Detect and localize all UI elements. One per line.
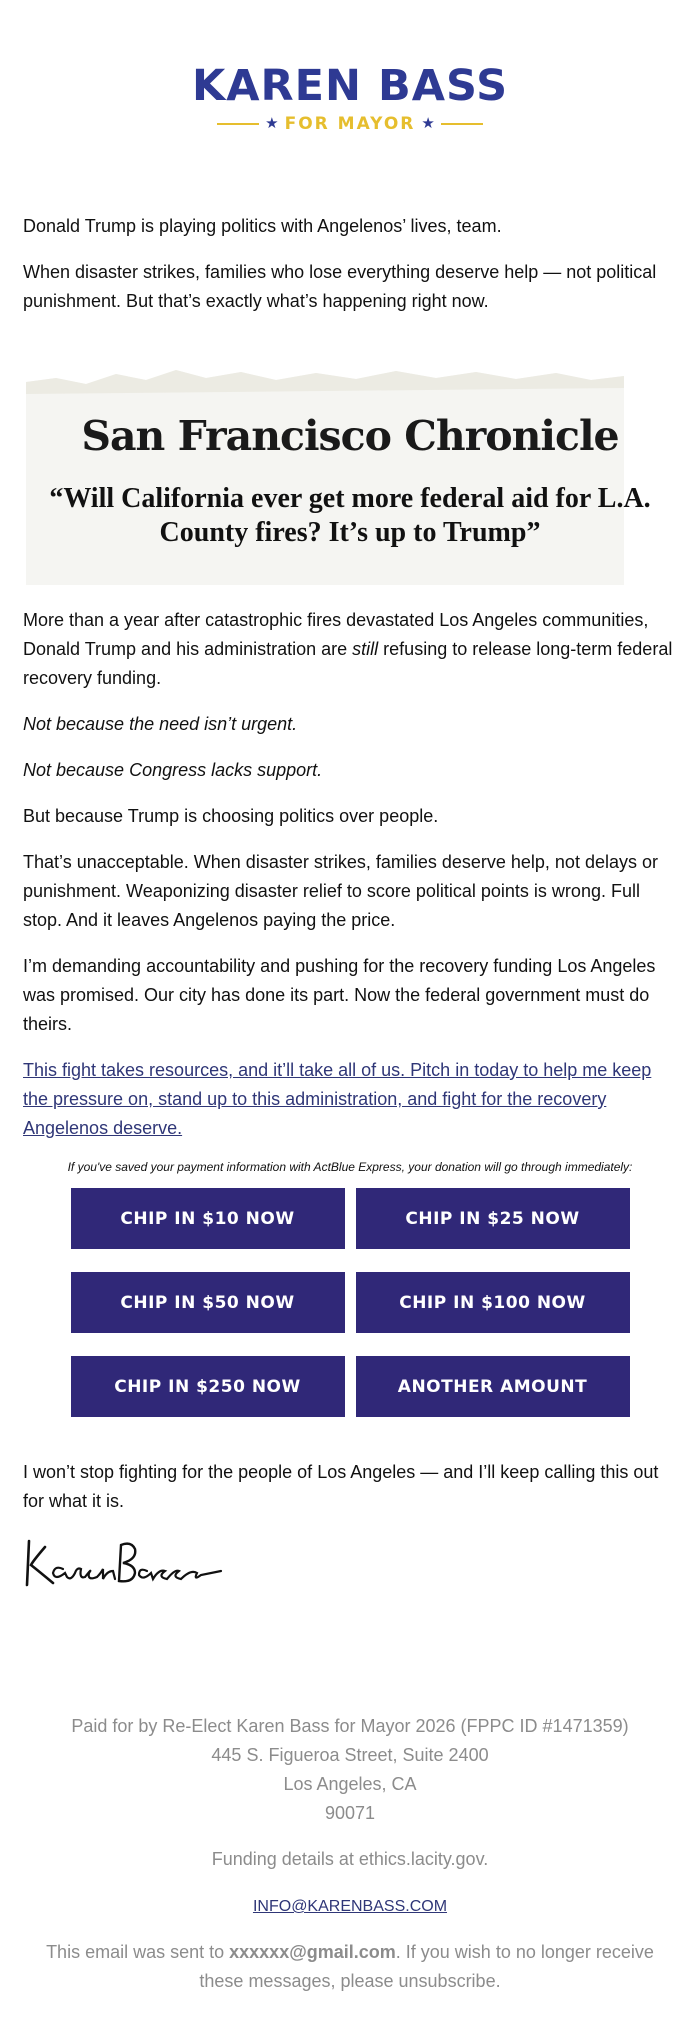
donate-appeal-link[interactable]: This fight takes resources, and it’ll take all of us. Pitch in today to help me keep the pressure on, stand up to this administration, and fight for the recovery Angelenos deserve. bbox=[23, 1060, 652, 1138]
p3-text-start: More than a year after catastrophic fires devastated Los Angeles communities, Donald Trump and his administration are bbox=[23, 610, 649, 659]
paid-for-disclaimer: Paid for by Re-Elect Karen Bass for Mayor 2026 (FPPC ID #1471359) bbox=[71, 1716, 629, 1736]
unsubscribe-text[interactable]: . If you wish to no longer receive these messages, please unsubscribe. bbox=[199, 1942, 654, 1991]
body-paragraph-6: But because Trump is choosing politics over people. bbox=[23, 806, 439, 826]
address-line-1: 445 S. Figueroa Street, Suite 2400 bbox=[211, 1745, 489, 1765]
contact-email-row bbox=[0, 1891, 700, 1921]
donation-button-grid bbox=[71, 1188, 630, 1417]
body-paragraph-4: Not because the need isn’t urgent. bbox=[23, 714, 298, 734]
contact-email-link[interactable]: INFO@KARENBASS.COM bbox=[252, 1898, 448, 1915]
clipping-paper bbox=[26, 360, 624, 585]
email-body bbox=[0, 212, 700, 316]
recipient-email: xxxxxx@gmail.com bbox=[229, 1942, 396, 1962]
star-icon: ★ bbox=[265, 115, 279, 132]
actblue-express-note: If you've saved your payment information with ActBlue Express, your donation will go through immediately: bbox=[67, 1160, 633, 1174]
body-paragraph-3 bbox=[23, 606, 677, 693]
p3-text-end: refusing to release long-term federal recovery funding. bbox=[23, 639, 673, 688]
newspaper-masthead: San Francisco Chronicle bbox=[81, 412, 619, 460]
campaign-logo bbox=[0, 0, 700, 136]
chip-in-10-button[interactable]: CHIP IN $10 NOW bbox=[71, 1188, 345, 1249]
p3-emphasis: still bbox=[352, 639, 379, 659]
star-icon: ★ bbox=[421, 115, 435, 132]
sent-to-text: This email was sent to bbox=[46, 1942, 230, 1962]
body-paragraph-8: I’m demanding accountability and pushing for the recovery funding Los Angeles was promised. Our city has done its part. Now the federal government must do theirs. bbox=[23, 956, 656, 1034]
another-amount-button[interactable]: ANOTHER AMOUNT bbox=[356, 1356, 630, 1417]
body-paragraph-5: Not because Congress lacks support. bbox=[23, 760, 323, 780]
signature-image bbox=[23, 1533, 677, 1593]
logo-tagline: FOR MAYOR bbox=[284, 114, 416, 134]
logo-rule-right bbox=[441, 123, 483, 125]
chip-in-25-button[interactable]: CHIP IN $25 NOW bbox=[356, 1188, 630, 1249]
body-paragraph-7: That’s unacceptable. When disaster strikes, families deserve help, not delays or punishment. Weaponizing disaster relief to score political points is wrong. Full stop. And it leaves Angelenos paying the price. bbox=[23, 852, 658, 930]
handwritten-signature bbox=[23, 1533, 223, 1593]
address-line-2: Los Angeles, CA bbox=[283, 1774, 417, 1794]
closing-section bbox=[0, 1458, 700, 1593]
logo-tagline-row bbox=[0, 112, 700, 136]
news-clipping-image bbox=[26, 360, 674, 585]
newspaper-headline: “Will California ever get more federal aid for L.A. County fires? It’s up to Trump” bbox=[49, 483, 651, 548]
email-footer bbox=[0, 1712, 700, 1996]
intro-paragraph-2: When disaster strikes, families who lose everything deserve help — not political punishment. But that’s exactly what’s happening right now. bbox=[23, 262, 657, 311]
logo-rule-left bbox=[217, 123, 259, 125]
chip-in-250-button[interactable]: CHIP IN $250 NOW bbox=[71, 1356, 345, 1417]
chip-in-100-button[interactable]: CHIP IN $100 NOW bbox=[356, 1272, 630, 1333]
email-body-main bbox=[0, 606, 700, 1174]
unsubscribe-notice bbox=[0, 1938, 700, 1996]
closing-paragraph: I won’t stop fighting for the people of Los Angeles — and I’ll keep calling this out for what it is. bbox=[23, 1462, 659, 1511]
funding-details: Funding details at ethics.lacity.gov. bbox=[211, 1849, 489, 1869]
address-zip: 90071 bbox=[324, 1803, 376, 1823]
intro-paragraph-1: Donald Trump is playing politics with Angelenos’ lives, team. bbox=[23, 216, 502, 236]
chip-in-50-button[interactable]: CHIP IN $50 NOW bbox=[71, 1272, 345, 1333]
logo-name: KAREN BASS bbox=[191, 61, 509, 111]
